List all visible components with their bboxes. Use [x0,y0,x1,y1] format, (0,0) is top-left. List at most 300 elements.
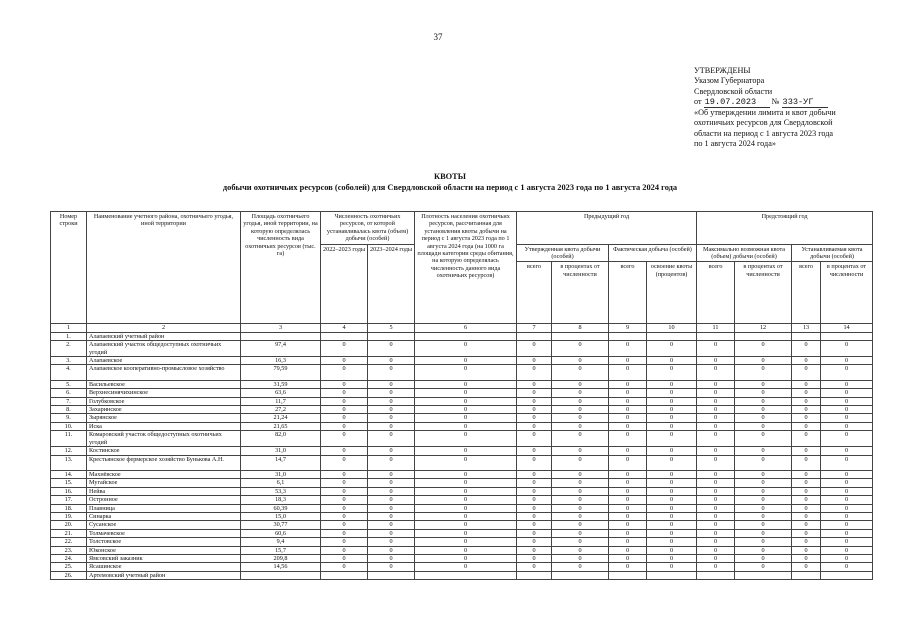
row-value: 0 [609,341,647,357]
row-area: 15,7 [241,546,321,554]
row-name: Ямсовский заказник [87,554,241,562]
row-area: 60,39 [241,504,321,512]
column-index: 14 [821,324,873,332]
table-row [51,571,873,579]
row-value: 0 [368,529,415,537]
row-value: 0 [321,521,368,529]
row-number: 4. [51,365,87,380]
row-value: 0 [821,496,873,504]
row-value: 0 [697,496,735,504]
row-value: 0 [647,397,697,405]
row-value: 0 [609,431,647,447]
row-value: 0 [821,414,873,422]
row-value [552,571,609,579]
column-index: 9 [609,324,647,332]
table-row [51,397,873,405]
row-value [609,332,647,340]
row-value [415,571,517,579]
row-value: 0 [821,397,873,405]
row-name: Алапаевское [87,357,241,365]
row-value: 0 [697,380,735,388]
approval-block [694,66,874,149]
row-value: 0 [821,389,873,397]
row-value: 0 [415,455,517,470]
row-value: 0 [368,357,415,365]
header-previous-year: Предыдущий год [517,212,697,245]
row-value: 0 [609,554,647,562]
row-value: 0 [368,422,415,430]
row-value: 0 [735,406,792,414]
row-number: 23. [51,546,87,554]
row-value: 0 [552,422,609,430]
table-row [51,455,873,470]
row-value: 0 [552,521,609,529]
row-name: Захаринское [87,406,241,414]
row-value: 0 [735,487,792,495]
row-value: 0 [735,504,792,512]
row-value: 0 [321,563,368,571]
row-value: 0 [415,365,517,380]
header-area: Площадь охотничьего угодья, иной территории, на которую определялась численность вида охотничьих ресурсов (тыс. га) [241,212,321,324]
row-value [735,332,792,340]
row-value: 0 [552,357,609,365]
row-value: 0 [735,521,792,529]
column-index: 6 [415,324,517,332]
row-value [415,332,517,340]
row-name: Алапаевский участок общедоступных охотничьих угодий [87,341,241,357]
row-value: 0 [415,380,517,388]
row-value: 0 [647,414,697,422]
row-value: 0 [821,479,873,487]
row-value: 0 [821,406,873,414]
row-value: 0 [368,341,415,357]
row-value [697,571,735,579]
row-number: 6. [51,389,87,397]
approval-line-1: УТВЕРЖДЕНЫ [694,66,751,75]
row-value: 0 [552,406,609,414]
row-value: 0 [517,447,552,455]
row-value: 0 [517,529,552,537]
row-value: 0 [735,470,792,478]
row-value: 0 [552,455,609,470]
title-line-2: добычи охотничьих ресурсов (соболей) для Свердловской области на период с 1 августа 2023 года по 1 августа 2024 года [222,183,678,192]
row-value: 0 [792,455,821,470]
row-value: 0 [321,414,368,422]
header-actual-harvest: Фактическая добыча (особей) [609,244,697,262]
table-row [51,487,873,495]
row-value: 0 [735,389,792,397]
row-value: 0 [792,563,821,571]
row-area: 31,59 [241,380,321,388]
row-area: 11,7 [241,397,321,405]
row-value: 0 [735,380,792,388]
row-value: 0 [321,357,368,365]
row-value: 0 [552,487,609,495]
table-row [51,470,873,478]
row-value: 0 [821,431,873,447]
row-value: 0 [792,365,821,380]
row-value: 0 [697,447,735,455]
row-value: 0 [415,414,517,422]
row-value: 0 [792,487,821,495]
row-value: 0 [415,504,517,512]
table-row [51,538,873,546]
row-value: 0 [792,397,821,405]
row-value: 0 [552,431,609,447]
row-value: 0 [415,512,517,520]
approval-date-line [694,97,874,108]
from-label: от [694,96,702,106]
row-value: 0 [735,431,792,447]
row-value: 0 [415,397,517,405]
row-number: 21. [51,529,87,537]
row-value: 0 [647,365,697,380]
row-value: 0 [552,554,609,562]
row-name: Костинское [87,447,241,455]
row-value: 0 [517,504,552,512]
header-mastering: освоение квоты (процентов) [647,262,697,324]
header-abundance-2023: 2023–2024 годы [368,244,415,324]
approval-line-2: Указом Губернатора [694,76,765,86]
header-percent: в процентах от численности [735,262,792,324]
row-value: 0 [609,546,647,554]
row-name: Ясашинское [87,563,241,571]
table-row [51,447,873,455]
row-area [241,571,321,579]
document-title [100,171,800,193]
row-value: 0 [697,389,735,397]
row-value: 0 [821,380,873,388]
row-value [368,332,415,340]
row-value: 0 [321,431,368,447]
row-area: 53,3 [241,487,321,495]
row-name: Синарка [87,512,241,520]
header-abundance-2022: 2022–2023 годы [321,244,368,324]
row-value: 0 [735,397,792,405]
row-value: 0 [415,470,517,478]
header-set-quota: Устанавливаемая квота добычи (особей) [792,244,873,262]
row-value: 0 [697,357,735,365]
row-value: 0 [821,554,873,562]
row-value [647,332,697,340]
table-row [51,406,873,414]
row-value: 0 [697,554,735,562]
row-value: 0 [552,397,609,405]
row-value: 0 [517,431,552,447]
row-value: 0 [368,414,415,422]
row-value: 0 [321,538,368,546]
row-value: 0 [368,546,415,554]
row-value: 0 [609,422,647,430]
row-value: 0 [321,341,368,357]
row-value [321,571,368,579]
row-value: 0 [368,455,415,470]
header-name: Наименование учетного района, охотничьего угодья, иной территории [87,212,241,324]
row-value: 0 [821,512,873,520]
row-value: 0 [792,529,821,537]
row-value: 0 [368,521,415,529]
page-number: 37 [433,32,443,42]
approval-line-8: по 1 августа 2024 года» [694,139,776,149]
row-value: 0 [609,406,647,414]
row-value: 0 [735,479,792,487]
row-value: 0 [368,554,415,562]
row-value: 0 [697,479,735,487]
approval-line-6: охотничьих ресурсов для Свердловской [694,118,833,128]
table-row [51,563,873,571]
row-number: 20. [51,521,87,529]
row-value: 0 [517,389,552,397]
row-value: 0 [609,504,647,512]
table-row [51,504,873,512]
row-value: 0 [368,447,415,455]
row-value: 0 [792,554,821,562]
row-value: 0 [415,431,517,447]
row-value: 0 [697,341,735,357]
row-area: 6,1 [241,479,321,487]
row-value [321,332,368,340]
row-value: 0 [821,521,873,529]
row-value: 0 [647,341,697,357]
row-value: 0 [647,422,697,430]
row-value: 0 [609,470,647,478]
row-value: 0 [321,447,368,455]
row-value [821,332,873,340]
row-value: 0 [792,380,821,388]
row-name: Толстовское [87,538,241,546]
row-value: 0 [368,406,415,414]
row-name: Плавница [87,504,241,512]
row-value: 0 [415,563,517,571]
row-name: Иска [87,422,241,430]
header-total: всего [609,262,647,324]
row-value: 0 [517,455,552,470]
table-row [51,496,873,504]
row-name: Голубковское [87,397,241,405]
row-value: 0 [552,504,609,512]
row-value: 0 [321,479,368,487]
title-line-1: КВОТЫ [434,172,466,181]
row-value: 0 [647,546,697,554]
header-abundance: Численность охотничьих ресурсов, от которой устанавливалась квота (объем) добычи (особей) [321,212,415,245]
row-value: 0 [697,422,735,430]
row-value: 0 [368,470,415,478]
row-value: 0 [697,455,735,470]
row-area: 79,59 [241,365,321,380]
row-value: 0 [517,496,552,504]
row-number: 19. [51,512,87,520]
row-value: 0 [321,422,368,430]
row-value: 0 [552,380,609,388]
row-value: 0 [792,496,821,504]
row-number: 14. [51,470,87,478]
row-value: 0 [552,447,609,455]
row-value: 0 [321,546,368,554]
row-value: 0 [735,512,792,520]
row-number: 22. [51,538,87,546]
row-value: 0 [821,365,873,380]
column-index: 8 [552,324,609,332]
row-area: 97,4 [241,341,321,357]
row-value: 0 [321,504,368,512]
row-number: 10. [51,422,87,430]
row-value: 0 [415,422,517,430]
row-value: 0 [609,397,647,405]
row-value: 0 [647,406,697,414]
row-value: 0 [321,487,368,495]
header-density: Плотность населения охотничьих ресурсов, рассчитанная для установления квоты добычи на период с 1 августа 2023 года по 1 августа 2024 года (на 1000 га площади категории среды обитания, на которую определялась численность данного вида охотничьих ресурсов) [415,212,517,324]
row-value: 0 [792,357,821,365]
row-value: 0 [647,563,697,571]
column-index: 2 [87,324,241,332]
table-row [51,357,873,365]
row-value: 0 [647,380,697,388]
row-value: 0 [609,357,647,365]
row-value: 0 [415,521,517,529]
row-value: 0 [552,512,609,520]
row-value: 0 [697,521,735,529]
table-row [51,479,873,487]
row-value: 0 [697,487,735,495]
row-value: 0 [517,538,552,546]
row-value: 0 [415,546,517,554]
row-value: 0 [821,504,873,512]
row-value: 0 [415,496,517,504]
row-number: 15. [51,479,87,487]
row-area: 18,3 [241,496,321,504]
row-area: 14,7 [241,455,321,470]
header-approved-quota: Утвержденная квота добычи (особей) [517,244,609,262]
row-area: 15,0 [241,512,321,520]
row-value: 0 [415,487,517,495]
row-name: Зырянское [87,414,241,422]
row-value: 0 [821,546,873,554]
row-number: 9. [51,414,87,422]
row-value: 0 [697,538,735,546]
row-value: 0 [609,380,647,388]
row-value: 0 [735,447,792,455]
row-value: 0 [821,422,873,430]
row-value: 0 [647,479,697,487]
row-value: 0 [735,496,792,504]
table-row [51,414,873,422]
row-value: 0 [415,447,517,455]
row-name: Крестьянское фермерское хозяйство Бунькова А.Н. [87,455,241,470]
row-value: 0 [821,470,873,478]
row-area: 31,0 [241,470,321,478]
table-row [51,380,873,388]
row-value: 0 [552,389,609,397]
row-value: 0 [735,414,792,422]
table-row [51,546,873,554]
row-number: 18. [51,504,87,512]
row-value: 0 [792,479,821,487]
row-value: 0 [552,529,609,537]
decree-number: 333-УГ [782,97,828,108]
row-value: 0 [697,504,735,512]
row-value: 0 [647,496,697,504]
row-name: Остронное [87,496,241,504]
row-value: 0 [517,546,552,554]
row-value: 0 [609,512,647,520]
row-value: 0 [821,455,873,470]
row-value: 0 [517,341,552,357]
row-value: 0 [415,389,517,397]
row-value: 0 [735,538,792,546]
row-name: Верхнесинячихинское [87,389,241,397]
row-value: 0 [321,496,368,504]
row-value: 0 [321,397,368,405]
row-area: 209,8 [241,554,321,562]
row-value: 0 [517,512,552,520]
row-value: 0 [697,512,735,520]
row-value: 0 [609,538,647,546]
row-value: 0 [517,406,552,414]
row-value: 0 [792,389,821,397]
row-value: 0 [517,563,552,571]
row-value: 0 [697,397,735,405]
header-total: всего [697,262,735,324]
row-value: 0 [368,397,415,405]
row-value: 0 [609,365,647,380]
row-value: 0 [517,397,552,405]
row-value: 0 [552,341,609,357]
row-value: 0 [415,357,517,365]
row-value: 0 [552,365,609,380]
row-value: 0 [321,380,368,388]
row-value: 0 [517,521,552,529]
table-row [51,389,873,397]
header-next-year: Предстоящий год [697,212,873,245]
row-number: 1. [51,332,87,340]
row-value [517,332,552,340]
row-value: 0 [792,406,821,414]
row-value: 0 [697,406,735,414]
row-area: 21,65 [241,422,321,430]
row-value: 0 [368,538,415,546]
row-value: 0 [517,554,552,562]
header-total: всего [792,262,821,324]
header-row-number: Номер строки [51,212,87,324]
row-name: Мугайское [87,479,241,487]
row-value: 0 [517,414,552,422]
row-value: 0 [368,496,415,504]
row-number: 2. [51,341,87,357]
row-value [792,332,821,340]
row-value: 0 [517,365,552,380]
column-index: 3 [241,324,321,332]
row-area: 82,0 [241,431,321,447]
header-total: всего [517,262,552,324]
row-value: 0 [415,479,517,487]
row-number: 25. [51,563,87,571]
row-value: 0 [697,414,735,422]
row-value: 0 [697,529,735,537]
row-value: 0 [609,455,647,470]
row-value: 0 [609,389,647,397]
row-value: 0 [321,470,368,478]
row-value: 0 [821,563,873,571]
row-name: Сусанское [87,521,241,529]
row-value: 0 [647,521,697,529]
row-value: 0 [792,341,821,357]
column-index: 10 [647,324,697,332]
row-number: 5. [51,380,87,388]
header-percent: в процентах от численности [552,262,609,324]
row-area: 21,24 [241,414,321,422]
row-number: 7. [51,397,87,405]
row-value: 0 [368,389,415,397]
